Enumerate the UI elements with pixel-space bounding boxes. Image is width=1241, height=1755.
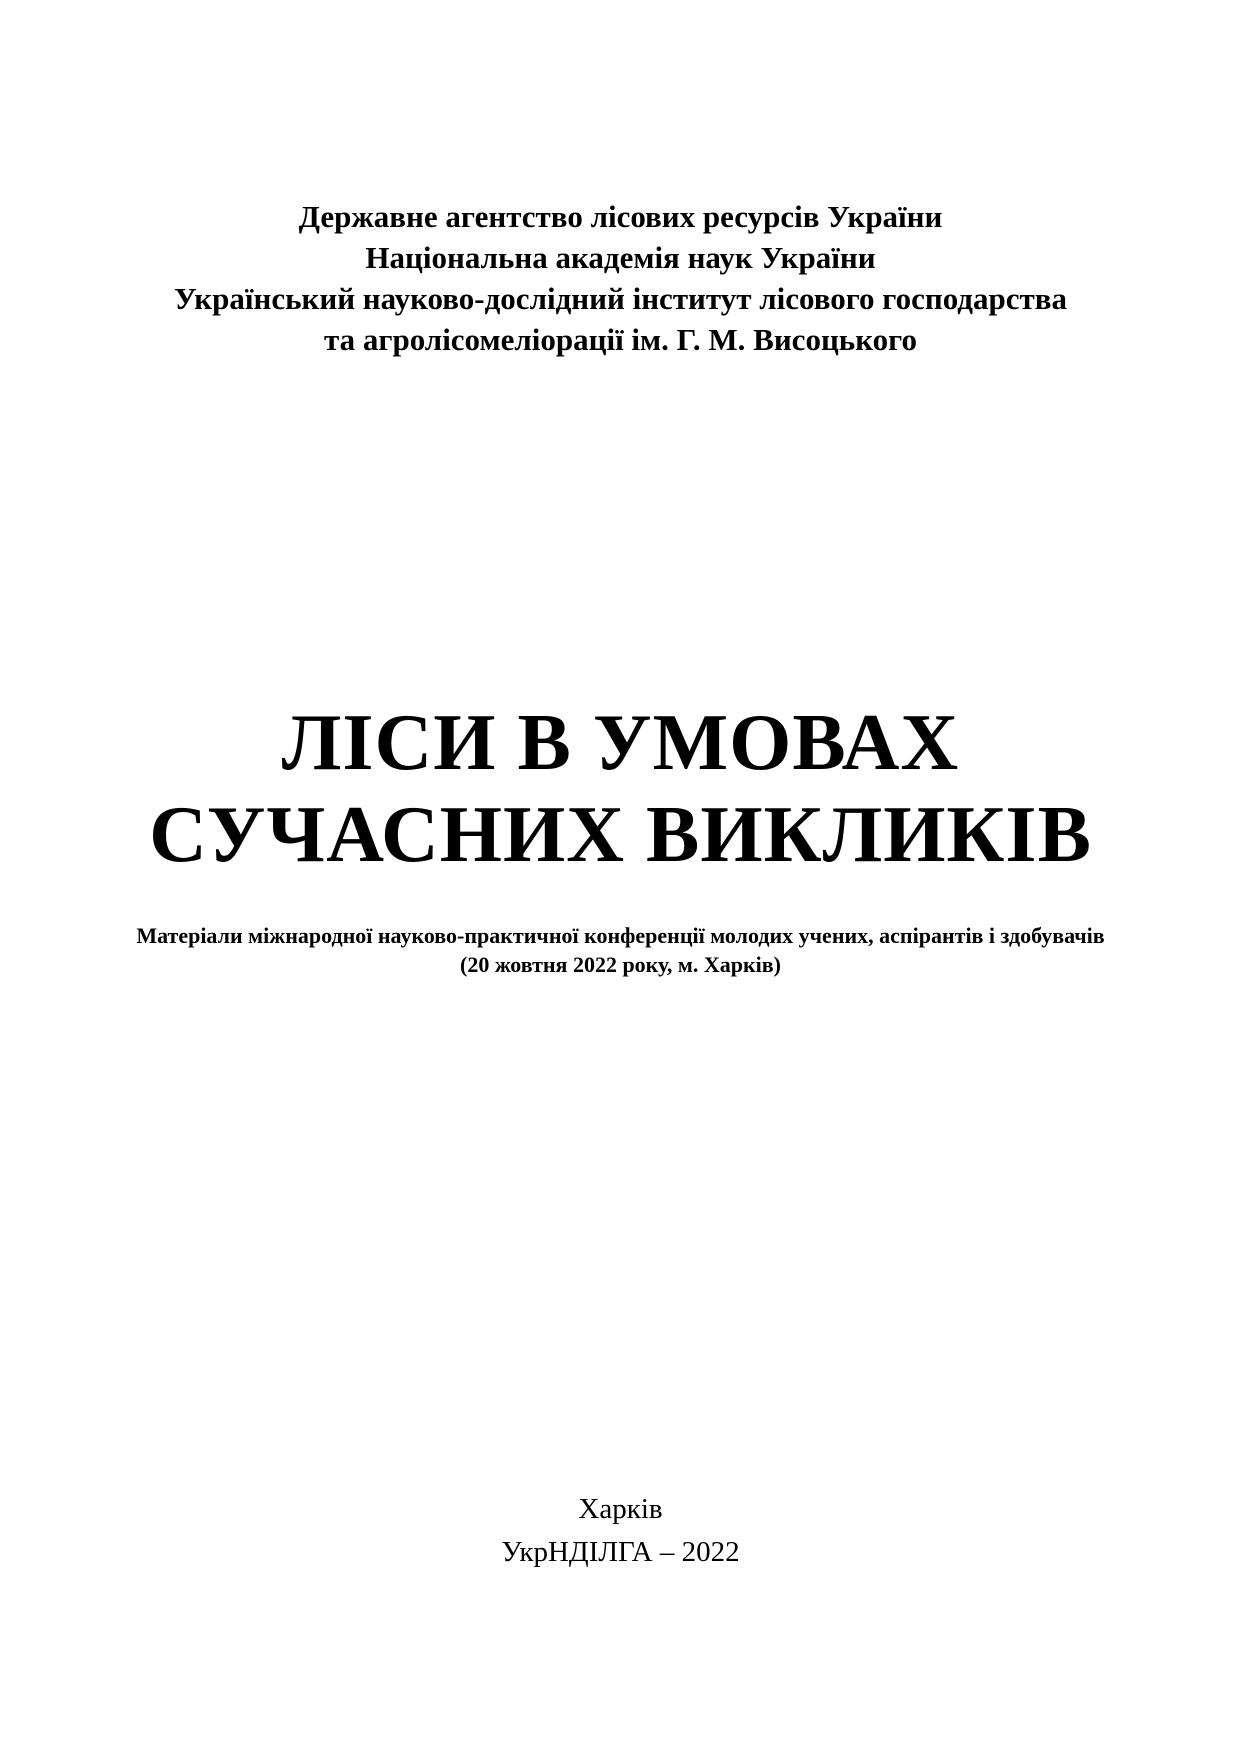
organizations-header [0, 196, 1241, 360]
imprint-publisher-year: УкрНДІЛГА – 2022 [501, 1536, 740, 1568]
document-title [0, 697, 1241, 881]
conference-subtitle [125, 921, 1116, 979]
title-line-1: ЛІСИ В УМОВАХ [281, 699, 960, 787]
imprint-city: Харків [578, 1493, 663, 1525]
conference-date-place: (20 жовтня 2022 року, м. Харків) [460, 952, 781, 977]
organization-line: Національна академія наук України [365, 240, 876, 275]
conference-description: Матеріали міжнародної науково-практичної конференції молодих учених, аспірантів і здобувачів [136, 923, 1105, 948]
organization-line: Державне агентство лісових ресурсів України [298, 199, 943, 234]
imprint [0, 1488, 1241, 1574]
organization-line: Український науково-дослідний інститут лісового господарства [174, 281, 1067, 316]
title-line-2: СУЧАСНИХ ВИКЛИКІВ [149, 791, 1092, 879]
organization-line: та агролісомеліорації ім. Г. М. Висоцького [324, 322, 917, 357]
